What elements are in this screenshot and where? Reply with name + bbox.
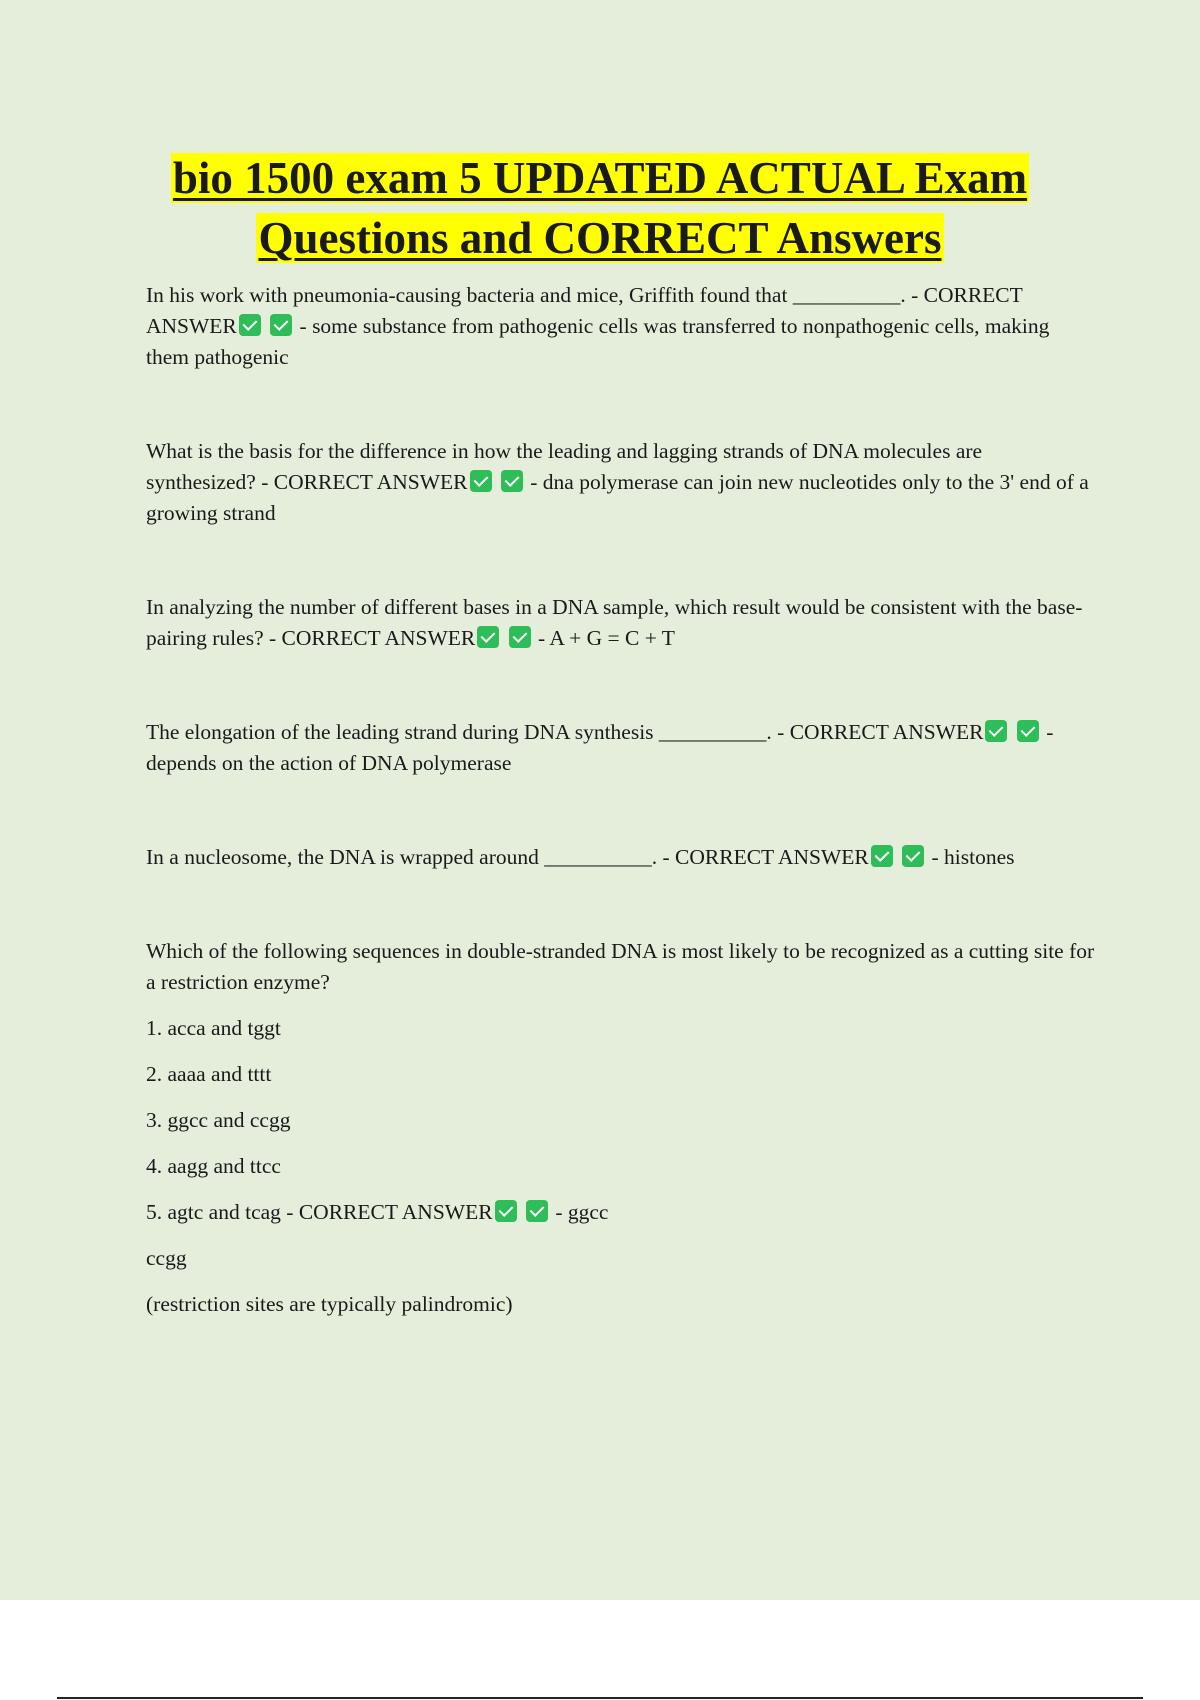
check-icon (509, 626, 531, 648)
document-title (0, 148, 1200, 268)
footer-divider (57, 1697, 1143, 1699)
answer-text: - depends on the action of DNA polymerase (146, 720, 1054, 775)
check-icon (270, 314, 292, 336)
check-icon (495, 1200, 517, 1222)
qa-item-4 (146, 717, 1096, 779)
title-line-2: Questions and CORRECT Answers (258, 213, 942, 263)
question-text: The elongation of the leading strand during DNA synthesis __________. - (146, 720, 785, 744)
qa-item-3 (146, 592, 1096, 654)
question-text: In a nucleosome, the DNA is wrapped around __________. - (146, 845, 670, 869)
check-icon (501, 470, 523, 492)
option-2: 2. aaaa and tttt (146, 1062, 272, 1086)
answer-label: CORRECT ANSWER (675, 845, 869, 869)
option-4: 4. aagg and ttcc (146, 1154, 281, 1178)
answer-label: CORRECT ANSWER (298, 1200, 493, 1224)
check-icon (1017, 720, 1039, 742)
answer-label: CORRECT ANSWER (789, 720, 984, 744)
title-line-1: bio 1500 exam 5 UPDATED ACTUAL Exam (172, 153, 1028, 203)
question-text: In analyzing the number of different bases in a DNA sample, which result would be consistent with the base-pairing rules? - (146, 595, 1083, 650)
answer-label: CORRECT ANSWER (146, 283, 1023, 338)
check-icon (985, 720, 1007, 742)
answer-label: CORRECT ANSWER (273, 470, 468, 494)
qa-item-1 (146, 280, 1096, 373)
check-icon (526, 1200, 548, 1222)
answer-text: - A + G = C + T (538, 626, 675, 650)
answer-text: - ggcc (555, 1200, 609, 1224)
question-text: What is the basis for the difference in how the leading and lagging strands of DNA molecules are synthesized? - (146, 439, 983, 494)
check-icon (239, 314, 261, 336)
answer-text: - some substance from pathogenic cells was transferred to nonpathogenic cells, making them pathogenic (146, 314, 1050, 369)
answer-text: - dna polymerase can join new nucleotides only to the 3' end of a growing strand (146, 470, 1089, 525)
check-icon (902, 845, 924, 867)
option-5: 5. agtc and tcag - (146, 1200, 294, 1224)
option-5-with-answer (146, 1197, 1096, 1228)
qa-content (146, 280, 1096, 1320)
answer-text: - histones (931, 845, 1015, 869)
option-1: 1. acca and tggt (146, 1016, 281, 1040)
check-icon (871, 845, 893, 867)
check-icon (470, 470, 492, 492)
question-text: Which of the following sequences in double-stranded DNA is most likely to be recognized as a cutting site for a restriction enzyme? (146, 939, 1095, 994)
answer-label: CORRECT ANSWER (281, 626, 476, 650)
qa-item-5 (146, 842, 1096, 873)
qa-item-2 (146, 436, 1096, 529)
answer-continuation: ccgg (146, 1246, 187, 1270)
check-icon (477, 626, 499, 648)
option-3: 3. ggcc and ccgg (146, 1108, 291, 1132)
answer-note: (restriction sites are typically palindromic) (146, 1292, 513, 1316)
question-text: In his work with pneumonia-causing bacteria and mice, Griffith found that __________. - (146, 283, 919, 307)
qa-item-6 (146, 936, 1096, 1320)
